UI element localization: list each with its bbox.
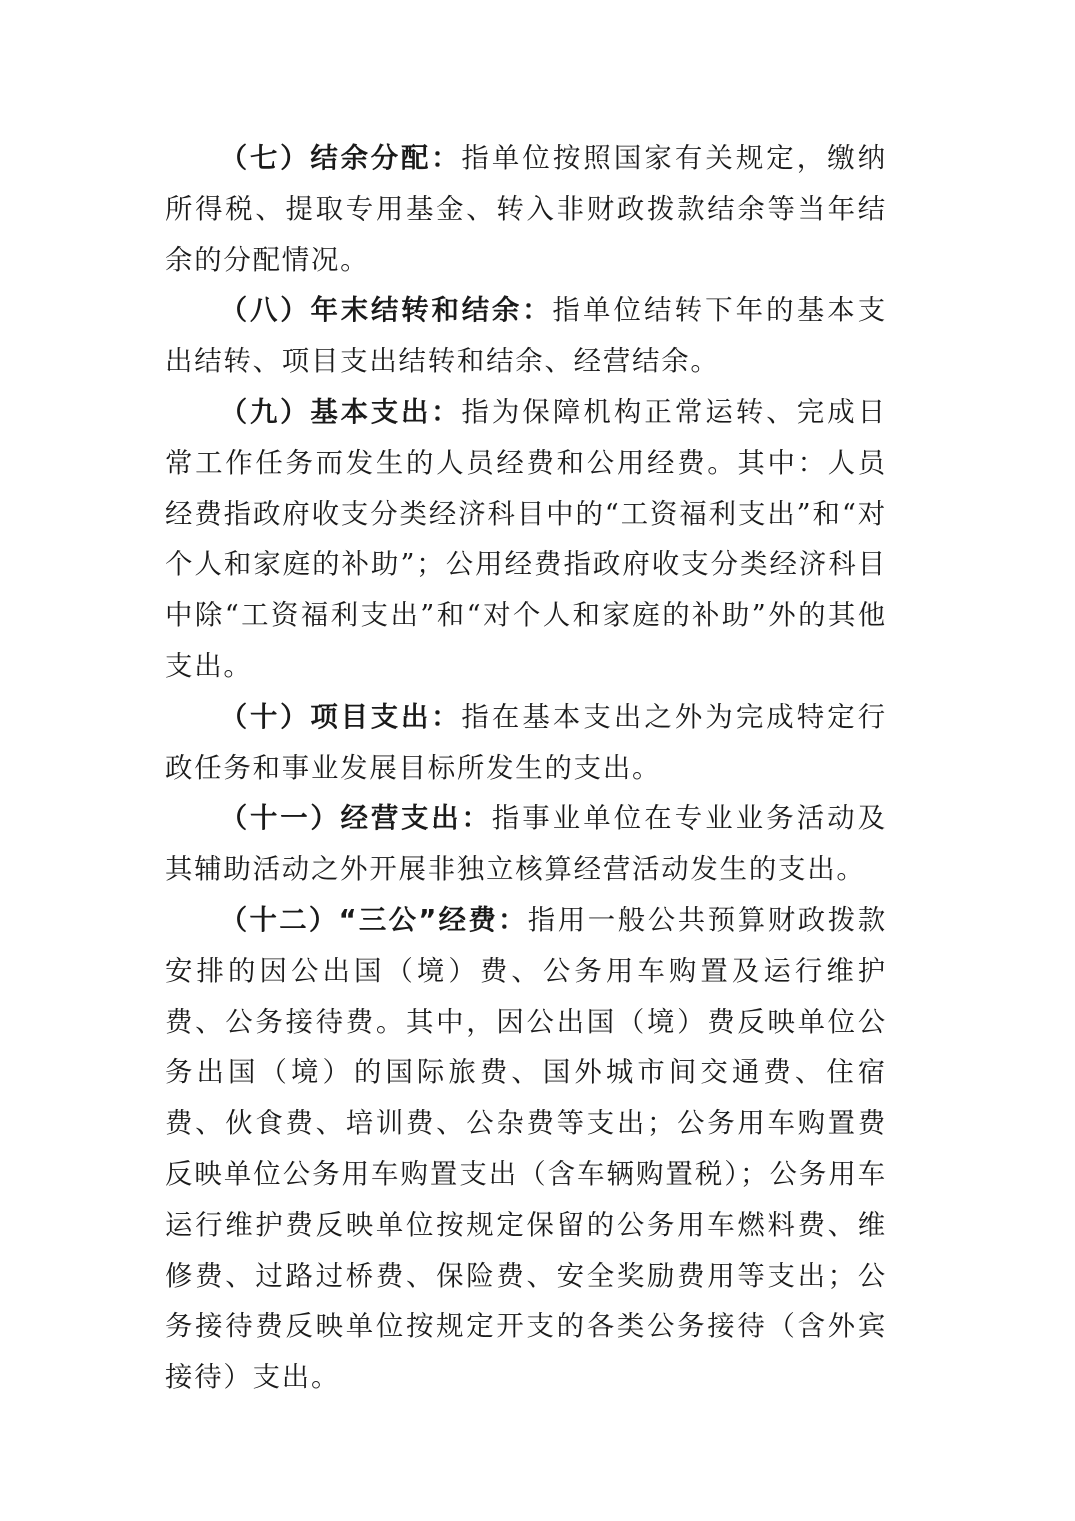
term-heading: （十）项目支出： [219,701,462,733]
term-heading: （八）年末结转和结余： [219,295,553,327]
paragraph-item-10 [165,693,887,795]
paragraph-item-7 [165,134,887,286]
term-definition: 指单位按照国家有关规定，缴纳所得税、提取专用基金、转入非财政拨款结余等当年结余的分配情况。 [165,143,887,276]
term-definition: 指在基本支出之外为完成特定行政任务和事业发展目标所发生的支出。 [165,701,887,784]
document-body [165,134,887,1404]
term-definition: 指用一般公共预算财政拨款安排的因公出国（境）费、公务用车购置及运行维护费、公务接待费。其中，因公出国（境）费反映单位公务出国（境）的国际旅费、国外城市间交通费、住宿费、伙食费、培训费、公杂费等支出；公务用车购置费反映单位公务用车购置支出（含车辆购置税）；公务用车运行维护费反映单位按规定保留的公务用车燃料费、维修费、过路过桥费、保险费、安全奖励费用等支出；公务接待费反映单位按规定开支的各类公务接待（含外宾接待）支出。 [165,904,887,1394]
paragraph-item-9 [165,388,887,693]
term-definition: 指单位结转下年的基本支出结转、项目支出结转和结余、经营结余。 [165,295,887,378]
term-definition: 指为保障机构正常运转、完成日常工作任务而发生的人员经费和公用经费。其中：人员经费指政府收支分类经济科目中的“工资福利支出”和“对个人和家庭的补助”；公用经费指政府收支分类经济科目中除“工资福利支出”和“对个人和家庭的补助”外的其他支出。 [165,396,887,682]
term-heading: （九）基本支出： [219,396,462,428]
paragraph-item-11 [165,794,887,896]
term-heading: （十二）“三公”经费： [219,904,528,936]
term-definition: 指事业单位在专业业务活动及其辅助活动之外开展非独立核算经营活动发生的支出。 [165,803,887,886]
paragraph-item-12 [165,896,887,1404]
term-heading: （十一）经营支出： [219,803,492,835]
term-heading: （七）结余分配： [219,143,462,174]
paragraph-item-8 [165,286,887,388]
